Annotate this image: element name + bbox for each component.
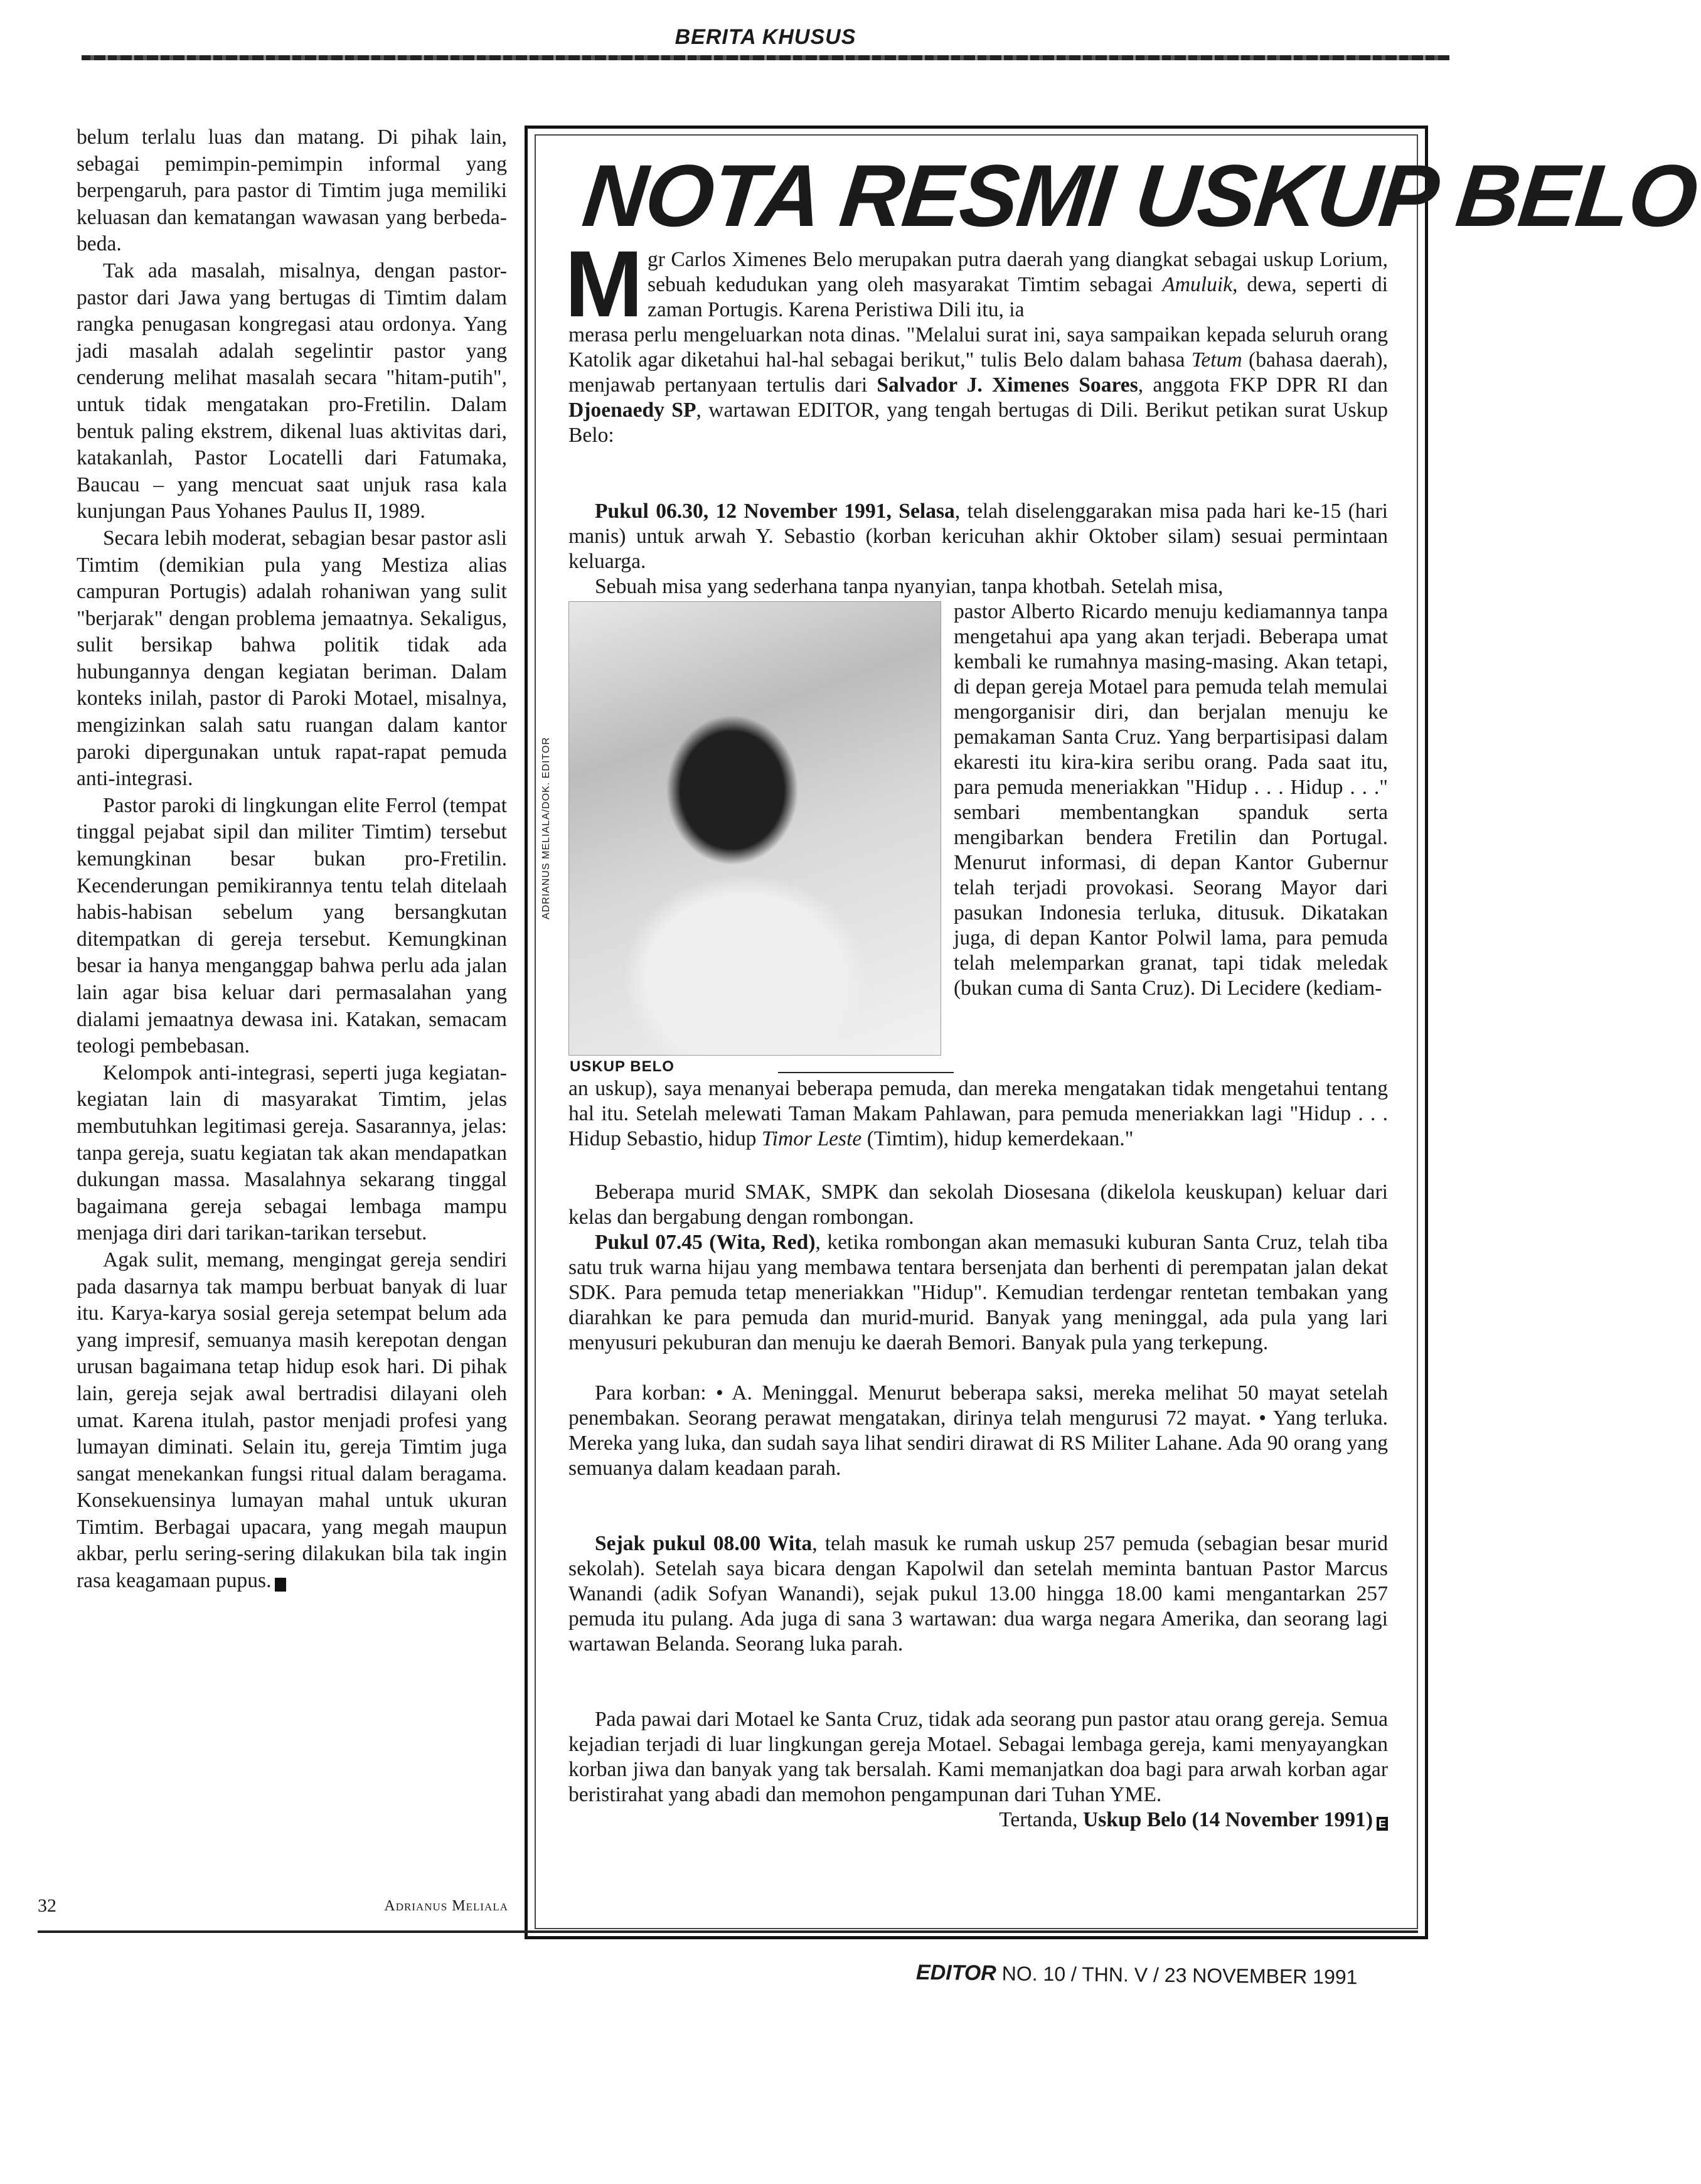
left-paragraph-6 — [77, 1247, 507, 1595]
intro-text-a-tail: , dewa, seperti di zaman Portugis. Karena Peristiwa Dili itu, ia — [648, 273, 1388, 321]
section-kicker: BERITA KHUSUS — [675, 25, 856, 49]
drop-cap: M — [565, 231, 643, 336]
section-2-end-tail: (Timtim), hidup kemerdekaan." — [866, 1127, 1134, 1150]
box-intro-first-lines — [648, 247, 1388, 323]
box-section-3: Beberapa murid SMAK, SMPK dan sekolah Diosesana (dikelola keuskupan) keluar dari kelas dan bergabung dengan rombongan. — [568, 1180, 1388, 1229]
section-6-text: , telah masuk ke rumah uskup 257 pemuda (sebagian besar murid sekolah). Setelah saya bicara dengan Kapolwil dan setelah meminta bantuan Pastor Marcus Wanandi (adik Sofyan Wanandi), sejak pukul 13.00 hingga 18.00 kami mengantarkan 257 pemuda itu pulang. Ada juga di sana 3 wartawan: dua warga negara Amerika, dan seorang lagi wartawan Belanda. Seorang luka parah. — [568, 1532, 1389, 1656]
header-rule — [82, 55, 1449, 60]
left-paragraph-5: Kelompok anti-integrasi, seperti juga kegiatan-kegiatan lain di masyarakat Timtim, jelas membutuhkan legitimasi gereja. Sasarannya, jelas: tanpa gereja, suatu kegiatan tak akan mendapatkan dukungan massa. Masalahnya sekarang tinggal bagaimana gereja sebagai lembaga mampu menjaga diri dari tarikan-tarikan tersebut. — [77, 1061, 507, 1245]
intro-text-b-mid: (bahasa daerah), menjawab pertanyaan tertulis dari — [568, 348, 1388, 397]
left-paragraph-1: belum terlalu luas dan matang. Di pihak lain, sebagai pemimpin-pemimpin informal yang berpengaruh, para pastor di Timtim juga memiliki keluasan dan kematangan wawasan yang berbeda-beda. — [77, 126, 507, 256]
left-byline: Adrianus Meliala — [384, 1898, 508, 1914]
left-paragraph-4: Pastor paroki di lingkungan elite Ferrol (tempat tinggal pejabat sipil dan militer Timtim) tersebut kemungkinan besar bukan pro-Fretilin. Kecenderungan pemikirannya tentu telah ditelaah habis-habisan sebelum yang bersangkutan ditempatkan di gereja tersebut. Kemungkinan besar ia hanya menganggap bahwa perlu ada jalan lain agar bisa keluar dari permasalahan yang dialami jemaatnya dewasa ini. Katakan, semacam teologi pembebasan. — [77, 793, 507, 1058]
section-1-text: , telah diselenggarakan misa pada hari ke-15 (hari manis) untuk arwah Y. Sebastio (korban kericuhan akhir Oktober silam) sesuai permintaan keluarga. — [568, 500, 1389, 573]
caption-rule — [778, 1072, 954, 1073]
signature-name: Uskup Belo (14 November 1991) — [1082, 1808, 1373, 1831]
box-section-7: Pada pawai dari Motael ke Santa Cruz, tidak ada seorang pun pastor atau orang gereja. Semua kejadian terjadi di luar lingkungan gereja Motael. Sebagai lembaga gereja, kami menyayangkan korban jiwa dan banyak yang tak bersalah. Kami memanjatkan doa bagi para arwah korban agar beristirahat yang abadi dan memohon pengampunan dari Tuhan YME. — [568, 1708, 1388, 1806]
magazine-name: EDITOR — [915, 1960, 997, 1986]
intro-text-b: merasa perlu mengeluarkan nota dinas. "Melalui surat ini, saya sampaikan kepada seluruh orang Katolik agar diketahui hal-hal sebagai berikut," tulis Belo dalam bahasa — [568, 323, 1388, 372]
left-paragraph-2: Tak ada masalah, misalnya, dengan pastor-pastor dari Jawa yang bertugas di Timtim dalam rangka penugasan kongregasi atau ordonya. Yang jadi masalah adalah segelintir pastor yang cenderung melihat masalah secara "hitam-putih", untuk tidak mengatakan pro-Fretilin. Dalam bentuk paling ekstrem, dikenal luas aktivitas dari, katakanlah, Pastor Locatelli dari Fatumaka, Baucau – yang mencuat saat unjuk rasa kala kunjungan Paus Yohanes Paulus II, 1989. — [77, 259, 507, 523]
signature-prefix: Tertanda, — [999, 1808, 1078, 1831]
section-1-lead: Pukul 06.30, 12 November 1991, Selasa — [595, 500, 955, 523]
intro-bold-djoenaedy: Djoenaedy SP — [568, 399, 696, 422]
end-mark-icon: E — [275, 1578, 286, 1592]
box-section-4 — [568, 1230, 1388, 1356]
footer-rule — [38, 1930, 1418, 1933]
left-paragraph-3: Secara lebih moderat, sebagian besar pastor asli Timtim (demikian pula yang Mestiza alias campuran Portugis) adalah rohaniwan yang sulit "berjarak" dengan problema jemaatnya. Sekaligus, sulit bersikap bahwa politik tidak ada hubungannya dengan kegiatan beriman. Dalam konteks inilah, pastor di Paroki Motael, misalnya, mengizinkan salah satu ruangan dalam kantor paroki dipergunakan untuk rapat-rapat pemuda anti-integrasi. — [77, 526, 507, 791]
box-section-1 — [568, 499, 1388, 574]
section-4-lead: Pukul 07.45 (Wita, Red) — [595, 1231, 816, 1254]
end-mark-icon: E — [1377, 1817, 1388, 1831]
left-paragraph-6-text: Agak sulit, memang, mengingat gereja sendiri pada dasarnya tak mampu berbuat banyak di luar itu. Karya-karya sosial gereja setempat belum ada yang impresif, semuanya masih kerepotan dengan urusan bagaimana tetap hidup esok hari. Di pihak lain, gereja sejak awal bertradisi dilayani oleh umat. Karena itulah, pastor menjadi profesi yang lumayan diminati. Selain itu, gereja Timtim juga sangat menekankan fungsi ritual dalam beragama. Konsekuensinya lumayan mahal untuk ukuran Timtim. Berbagai upacara, yang megah maupun akbar, perlu sering-sering dilakukan bila tak ingin rasa keagamaan pupus. — [77, 1248, 507, 1593]
section-4-text: , ketika rombongan akan memasuki kuburan Santa Cruz, telah tiba satu truk warna hijau yang membawa tentara bersenjata dan berhenti di perempatan jalan dekat SDK. Para pemuda tetap meneriakkan "Hidup". Kemudian terdengar rentetan tembakan yang diarahkan ke para pemuda dan murid-murid. Banyak yang meninggal, ada pula yang lari menyusuri pekuburan dan menuju ke daerah Bemori. Banyak pula yang terkepung. — [568, 1231, 1388, 1354]
footer-issue-line — [916, 1961, 1405, 1990]
intro-text-b-mid2: , anggota FKP DPR RI dan — [1138, 373, 1388, 397]
box-signature — [568, 1807, 1388, 1833]
box-intro-rest — [568, 323, 1388, 448]
box-headline: NOTA RESMI USKUP BELO — [578, 146, 1701, 245]
photo-credit: ADRIANUS MELIALA/DOK. EDITOR — [541, 737, 552, 920]
intro-bold-salvador: Salvador J. Ximenes Soares — [877, 373, 1138, 397]
intro-italic-amuluik: Amuluik — [1162, 273, 1233, 296]
intro-text-a: gr Carlos Ximenes Belo merupakan putra daerah yang diangkat sebagai uskup Lorium, sebuah kedudukan yang oleh masyarakat Timtim sebagai — [648, 248, 1388, 296]
section-6-lead: Sejak pukul 08.00 Wita — [595, 1532, 813, 1555]
page-number: 32 — [38, 1895, 56, 1916]
box-section-2-line: Sebuah misa yang sederhana tanpa nyanyian, tanpa khotbah. Setelah misa, — [595, 575, 1224, 598]
section-2-end-text: an uskup), saya menanyai beberapa pemuda, dan mereka mengatakan tidak mengetahui tentang hal itu. Setelah melewati Taman Makam Pahlawan, para pemuda meneriakkan lagi "Hidup . . . Hidup Sebastio, hidup — [568, 1077, 1388, 1150]
photo-caption: USKUP BELO — [570, 1058, 675, 1075]
box-section-6 — [568, 1531, 1388, 1657]
issue-info: NO. 10 / THN. V / 23 NOVEMBER 1991 — [1001, 1962, 1358, 1989]
intro-text-b-tail: , wartawan EDITOR, yang tengah bertugas di Dili. Berikut petikan surat Uskup Belo: — [568, 399, 1388, 447]
left-column-article — [77, 124, 507, 1888]
box-section-2-wrap: pastor Alberto Ricardo menuju kediamannya tanpa mengetahui apa yang akan terjadi. Beberapa umat kembali ke rumahnya masing-masing. Akan tetapi, di depan gereja Motael para pemuda telah memulai mengorganisir diri, dan berjalan menuju ke pemakaman Santa Cruz. Yang berpartisipasi dalam ekaresti itu kira-kira seribu orang. Pada saat itu, para pemuda meneriakkan "Hidup . . . Hidup . . ." sembari membentangkan spanduk serta mengibarkan bendera Fretilin dan Portugal. Menurut informasi, di depan Kantor Gubernur telah terjadi provokasi. Seorang Mayor dari pasukan Indonesia terluka, ditusuk. Dikatakan juga, di depan Kantor Polwil lama, para pemuda telah melemparkan granat, tapi tidak meledak (bukan cuma di Santa Cruz). Di Lecidere (kediam- — [954, 600, 1388, 1000]
bishop-portrait-photo — [568, 601, 941, 1056]
section-2-italic-timor-leste: Timor Leste — [761, 1127, 862, 1150]
intro-italic-tetum: Tetum — [1191, 348, 1242, 372]
box-section-5: Para korban: • A. Meninggal. Menurut beberapa saksi, mereka melihat 50 mayat setelah penembakan. Seorang perawat mengatakan, dirinya telah mengurusi 72 mayat. • Yang terluka. Mereka yang luka, dan sudah saya lihat sendiri dirawat di RS Militer Lahane. Ada 90 orang yang semuanya dalam keadaan parah. — [568, 1381, 1388, 1480]
box-section-2-end — [568, 1076, 1388, 1152]
